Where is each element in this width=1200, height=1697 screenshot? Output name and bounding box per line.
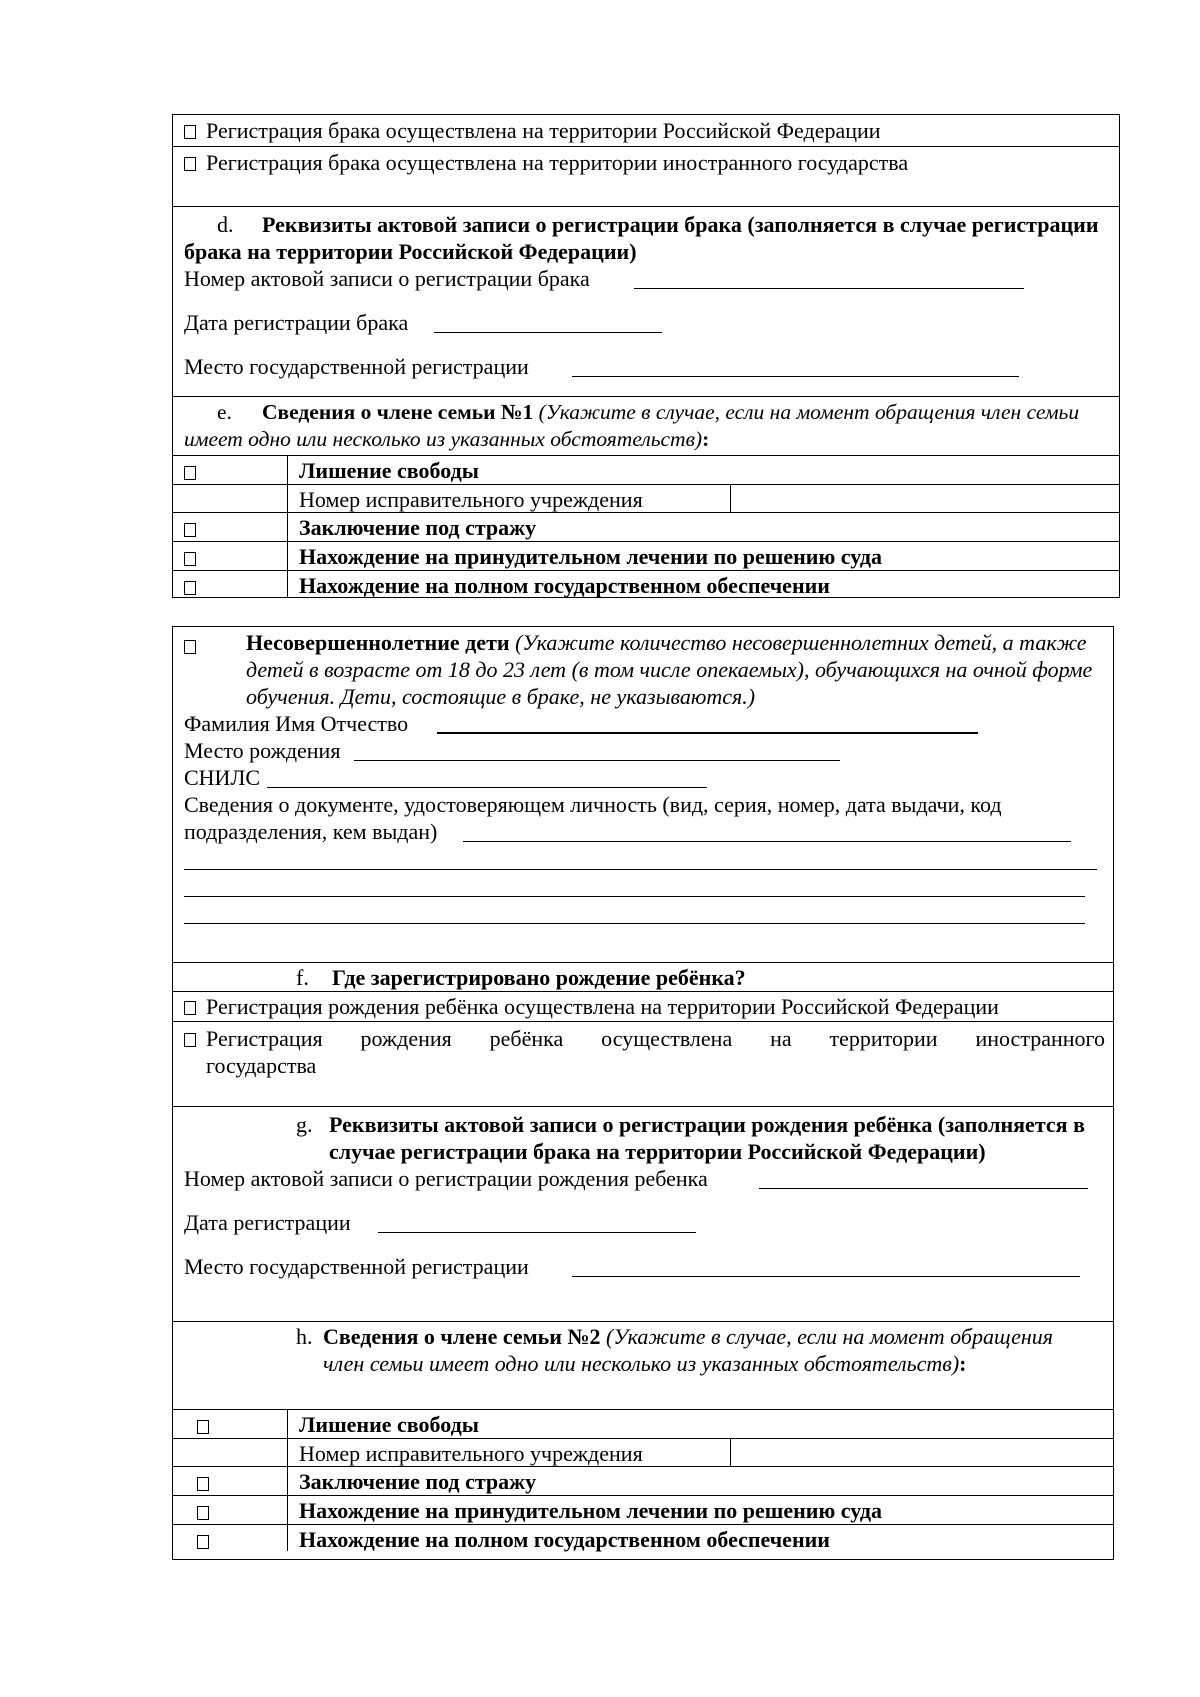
section-h-note: (Укажите в случае, если на момент обращения член семьи имеет одно или несколько из указанных обстоятельств)	[323, 1324, 1054, 1376]
checkbox[interactable]	[197, 1477, 209, 1491]
e-custody-label: Заключение под стражу	[299, 515, 537, 540]
birthplace-line	[184, 737, 1105, 764]
id-doc-input-extra[interactable]	[184, 923, 1085, 924]
checkbox[interactable]	[184, 125, 196, 139]
snils-input[interactable]	[267, 787, 707, 788]
checkbox[interactable]	[184, 1001, 196, 1015]
section-d-letter: d.	[217, 212, 234, 237]
section-g	[173, 1106, 1113, 1321]
children-title: Несовершеннолетние дети	[246, 630, 510, 655]
birth-date-line	[184, 1209, 1105, 1236]
e-deprivation-row	[173, 455, 1119, 484]
h-custody-label: Заключение под стражу	[299, 1469, 537, 1494]
birthplace-label: Место рождения	[184, 738, 341, 763]
section-d	[173, 206, 1119, 396]
marriage-section	[172, 114, 1120, 598]
e-institution-input[interactable]	[731, 485, 1119, 512]
h-institution-input[interactable]	[731, 1439, 1113, 1466]
birth-foreign-label-1: Регистрация рождения ребёнка осуществлена на территории иностранного	[206, 1026, 1105, 1051]
e-treatment-label: Нахождение на принудительном лечении по решению суда	[299, 544, 882, 569]
marriage-place-label: Место государственной регистрации	[184, 354, 529, 379]
birth-place-line	[184, 1253, 1105, 1280]
h-institution-row	[173, 1438, 1113, 1466]
marriage-foreign-label: Регистрация брака осуществлена на территории иностранного государства	[206, 150, 909, 175]
children-note: (Укажите количество несовершеннолетних детей, а также детей в возрасте от 18 до 23 лет (в том числе опекаемых), обучающихся на очной форме обучения. Дети, состоящие в браке, не указываются.)	[246, 630, 1093, 709]
section-h-header: h. Сведения о члене семьи №2 (Укажите в случае, если на момент обращения член семьи имеет одно или несколько из указанных обстоятельств):	[173, 1322, 1113, 1409]
birth-record-line	[184, 1165, 1105, 1192]
fio-line	[184, 710, 1105, 737]
h-treatment-row	[173, 1495, 1113, 1524]
birth-foreign-row	[173, 1021, 1113, 1106]
marriage-place-line	[184, 353, 1111, 380]
marriage-place-input[interactable]	[572, 376, 1019, 377]
checkbox[interactable]	[197, 1506, 209, 1520]
checkbox[interactable]	[197, 1535, 209, 1549]
birth-date-input[interactable]	[378, 1232, 696, 1233]
id-doc-line	[184, 818, 1105, 845]
children-header	[184, 629, 1105, 710]
id-doc-input[interactable]	[463, 841, 1071, 842]
birth-date-label: Дата регистрации	[184, 1210, 351, 1235]
birth-place-label: Место государственной регистрации	[184, 1254, 529, 1279]
checkbox[interactable]	[184, 581, 196, 595]
e-institution-row	[173, 484, 1119, 512]
marriage-date-line	[184, 309, 1111, 336]
checkbox[interactable]	[184, 466, 196, 480]
e-support-label: Нахождение на полном государственном обеспечении	[299, 573, 830, 598]
section-h	[173, 1321, 1113, 1558]
children-section	[172, 626, 1114, 1560]
birth-foreign-label-2: государства	[206, 1053, 317, 1078]
section-e-letter: e.	[217, 400, 232, 424]
fio-input[interactable]	[437, 732, 978, 734]
h-custody-row	[173, 1466, 1113, 1495]
birth-record-input[interactable]	[759, 1188, 1088, 1189]
checkbox[interactable]	[184, 1033, 196, 1047]
checkbox[interactable]	[184, 640, 196, 654]
e-deprivation-label: Лишение свободы	[299, 458, 479, 483]
marriage-russia-row	[173, 115, 1119, 146]
id-doc-input-extra[interactable]	[184, 869, 1097, 870]
checkbox[interactable]	[184, 552, 196, 566]
h-deprivation-label: Лишение свободы	[299, 1412, 479, 1437]
h-support-label: Нахождение на полном государственном обеспечении	[299, 1527, 830, 1552]
e-treatment-row	[173, 541, 1119, 570]
section-g-letter: g.	[296, 1112, 313, 1137]
id-doc-label-2: подразделения, кем выдан)	[184, 819, 438, 844]
birth-record-label: Номер актовой записи о регистрации рождения ребенка	[184, 1166, 708, 1191]
e-custody-row	[173, 512, 1119, 541]
section-f-title-row	[173, 962, 1113, 991]
section-h-letter: h.	[296, 1324, 313, 1349]
section-e-note: (Укажите в случае, если на момент обращения член семьи имеет одно или несколько из указанных обстоятельств)	[184, 400, 1080, 451]
snils-label: СНИЛС	[184, 765, 261, 790]
marriage-foreign-row	[173, 146, 1119, 206]
checkbox[interactable]	[184, 523, 196, 537]
section-e-title: Сведения о члене семьи №1	[262, 400, 534, 424]
checkbox[interactable]	[197, 1420, 209, 1434]
h-institution-label: Номер исправительного учреждения	[288, 1439, 731, 1466]
section-h-title: Сведения о члене семьи №2	[323, 1324, 601, 1349]
section-g-title: Реквизиты актовой записи о регистрации рождения ребёнка (заполняется в случае регистрации брака на территории Российской Федерации)	[329, 1112, 1085, 1164]
section-f-title: f. Где зарегистрировано рождение ребёнка?	[296, 965, 746, 990]
section-e	[173, 396, 1119, 597]
section-f-letter: f.	[296, 965, 309, 990]
fio-label: Фамилия Имя Отчество	[184, 711, 409, 736]
marriage-date-label: Дата регистрации брака	[184, 310, 409, 335]
record-number-input[interactable]	[634, 288, 1024, 289]
snils-line	[184, 764, 1105, 791]
record-number-line	[184, 265, 1111, 292]
h-support-row	[173, 1524, 1113, 1551]
birth-russia-row	[173, 991, 1113, 1021]
id-doc-extra-lines	[184, 845, 1105, 935]
marriage-russia-label: Регистрация брака осуществлена на территории Российской Федерации	[206, 118, 881, 143]
e-institution-label: Номер исправительного учреждения	[288, 485, 731, 512]
checkbox[interactable]	[184, 157, 196, 171]
id-doc-input-extra[interactable]	[184, 896, 1085, 897]
id-doc-label-1: Сведения о документе, удостоверяющем личность (вид, серия, номер, дата выдачи, код	[184, 792, 1002, 817]
children-info	[173, 627, 1113, 962]
birthplace-input[interactable]	[354, 760, 840, 761]
h-treatment-label: Нахождение на принудительном лечении по решению суда	[299, 1498, 882, 1523]
section-d-title: d. Реквизиты актовой записи о регистрации брака (заполняется в случае регистрации брака на территории Российской Федерации)	[184, 212, 1099, 264]
h-deprivation-row	[173, 1409, 1113, 1438]
record-number-label: Номер актовой записи о регистрации брака	[184, 266, 590, 291]
birth-place-input[interactable]	[572, 1276, 1080, 1277]
section-e-header: e. Сведения о члене семьи №1 (Укажите в случае, если на момент обращения член семьи имеет одно или несколько из указанных обстоятельств):	[184, 400, 1080, 451]
section-g-header	[184, 1111, 1105, 1165]
e-support-row	[173, 570, 1119, 598]
marriage-date-input[interactable]	[434, 332, 662, 333]
birth-russia-label: Регистрация рождения ребёнка осуществлена на территории Российской Федерации	[206, 994, 999, 1019]
